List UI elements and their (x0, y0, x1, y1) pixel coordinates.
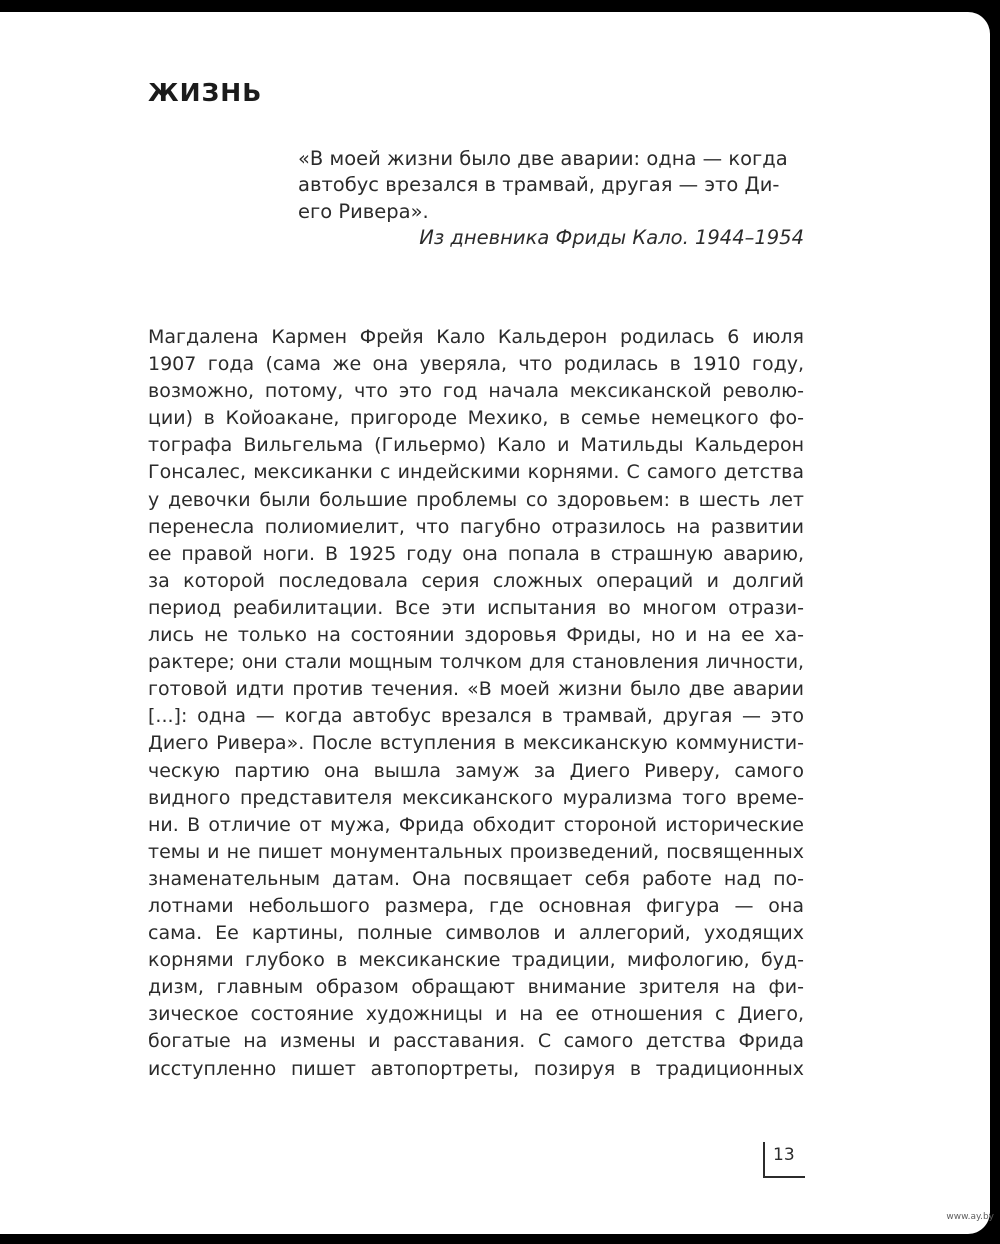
chapter-heading: ЖИЗНЬ (148, 78, 263, 107)
body-line: Диего Ривера». После вступления в мексиканскую коммунисти- (148, 732, 804, 755)
body-line: Гонсалес, мексиканки с индейскими корнями. С самого детства (148, 461, 804, 484)
body-line: перенесла полиомиелит, что пагубно отразилось на развитии (148, 515, 804, 538)
body-line: корнями глубоко в мексиканские традиции, мифологию, буд- (148, 949, 804, 972)
epigraph-line: «В моей жизни было две аварии: одна — когда (298, 147, 788, 170)
page-number-rule (763, 1176, 805, 1178)
epigraph (298, 146, 804, 251)
body-line: знаменательным датам. Она посвящает себя работе над по- (148, 867, 804, 890)
page-number: 13 (773, 1145, 795, 1165)
body-line: лотнами небольшого размера, где основная фигура — она (148, 894, 804, 917)
body-line: зическое состояние художницы и на ее отношения с Диего, (148, 1003, 804, 1026)
body-line: исступленно пишет автопортреты, позируя в традиционных (148, 1057, 804, 1080)
epigraph-line: автобус врезался в трамвай, другая — это Ди- (298, 173, 780, 197)
body-line: период реабилитации. Все эти испытания во многом отрази- (148, 596, 804, 619)
watermark: www.ay.by (946, 1212, 994, 1222)
body-line: сама. Ее картины, полные символов и аллегорий, уходящих (148, 922, 804, 945)
book-page (0, 12, 990, 1234)
body-line: [...]: одна — когда автобус врезался в трамвай, другая — это (148, 705, 804, 728)
page-number-bar (763, 1142, 765, 1178)
body-line: готовой идти против течения. «В моей жизни было две аварии (148, 678, 804, 701)
body-line: за которой последовала серия сложных операций и долгий (148, 569, 804, 592)
body-line: тографа Вильгельма (Гильермо) Кало и Матильды Кальдерон (148, 434, 804, 457)
body-line: рактере; они стали мощным толчком для становления личности, (148, 652, 804, 674)
body-line: лись не только на состоянии здоровья Фриды, но и на ее ха- (148, 624, 804, 647)
body-text (148, 324, 804, 1083)
body-line: возможно, потому, что это год начала мексиканской револю- (148, 380, 804, 403)
body-line: видного представителя мексиканского мурализма того време- (148, 786, 804, 809)
body-line: богатые на измены и расставания. С самого детства Фрида (148, 1030, 804, 1053)
body-line: Магдалена Кармен Фрейя Кало Кальдерон родилась 6 июля (148, 326, 804, 348)
body-line: у девочки были большие проблемы со здоровьем: в шесть лет (148, 488, 804, 511)
page-number-marker (763, 1142, 805, 1178)
body-line: ее правой ноги. В 1925 году она попала в страшную аварию, (148, 542, 804, 565)
body-line: темы и не пишет монументальных произведений, посвященных (148, 840, 804, 863)
body-line: ции) в Койоакане, пригороде Мехико, в семье немецкого фо- (148, 407, 804, 430)
body-line: 1907 года (сама же она уверяла, что родилась в 1910 году, (148, 353, 804, 376)
epigraph-source: Из дневника Фриды Кало. 1944–1954 (419, 225, 804, 249)
body-line: дизм, главным образом обращают внимание зрителя на фи- (148, 976, 804, 999)
body-line: ни. В отличие от мужа, Фрида обходит стороной исторические (148, 813, 804, 836)
body-line: ческую партию она вышла замуж за Диего Риверу, самого (148, 759, 804, 782)
epigraph-line: его Ривера». (298, 199, 429, 223)
